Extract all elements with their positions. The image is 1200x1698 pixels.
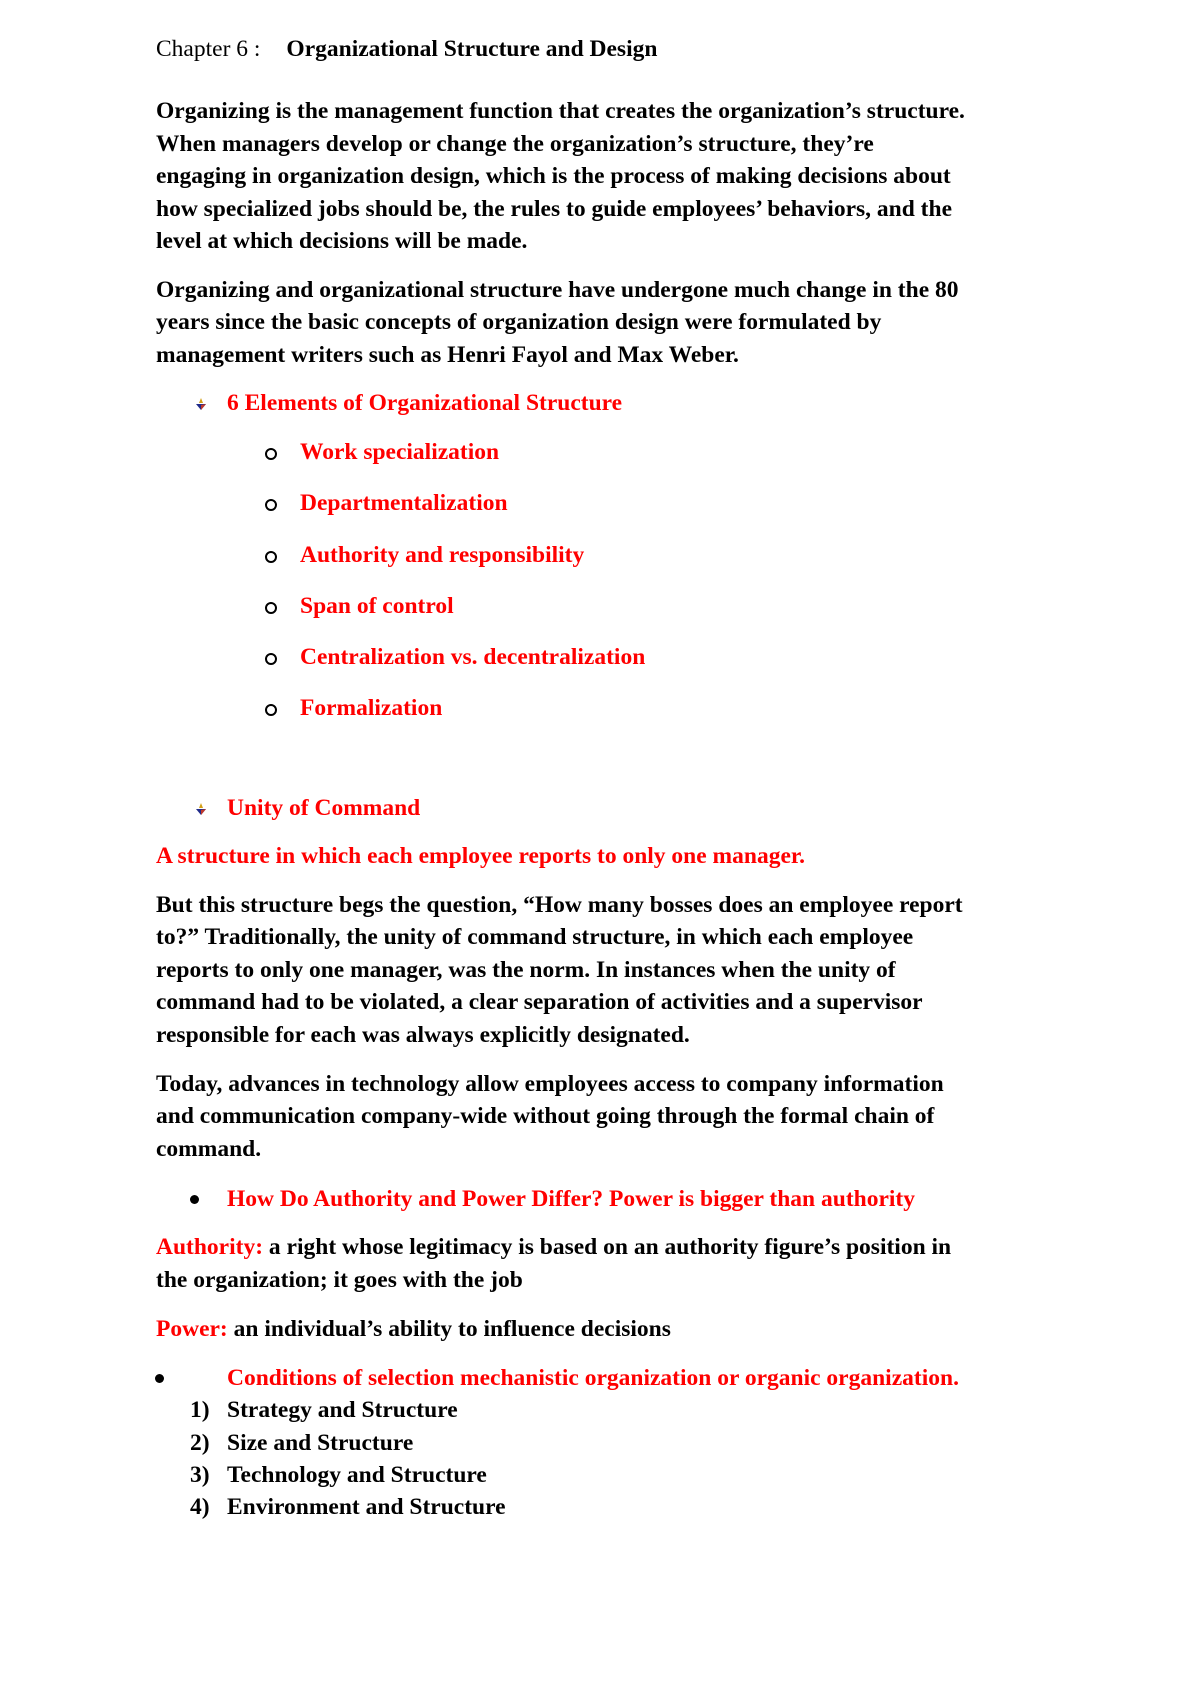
- paragraph-line: command had to be violated, a clear separation of activities and a supervisor: [156, 989, 923, 1015]
- paragraph-line: to?” Traditionally, the unity of command structure, in which each employee: [156, 924, 914, 950]
- power-heading: How Do Authority and Power Differ? Power is bigger than authority: [227, 1186, 915, 1212]
- authority-label: Authority:: [156, 1234, 264, 1260]
- item-text: Environment and Structure: [227, 1494, 506, 1520]
- paragraph-line: Organizing is the management function that creates the organization’s structure.: [156, 98, 965, 124]
- item-number: 1): [190, 1397, 210, 1423]
- list-item: Authority and responsibility: [300, 542, 585, 568]
- authority-text: a right whose legitimacy is based on an authority figure’s position in: [263, 1234, 952, 1260]
- item-text: Size and Structure: [227, 1430, 414, 1456]
- arrow-bullet-icon: [193, 396, 209, 412]
- circle-bullet-icon: [265, 704, 277, 716]
- unity-definition: A structure in which each employee reports to only one manager.: [156, 843, 806, 869]
- item-number: 4): [190, 1494, 210, 1520]
- power-definition: [156, 1314, 671, 1344]
- disc-bullet-icon: [155, 1374, 164, 1383]
- paragraph-line: When managers develop or change the organization’s structure, they’re: [156, 131, 874, 157]
- paragraph-line: But this structure begs the question, “How many bosses does an employee report: [156, 892, 963, 918]
- list-item: Span of control: [300, 593, 454, 619]
- chapter-number: Chapter 6 :: [156, 36, 261, 62]
- list-item: Work specialization: [300, 439, 500, 465]
- list-item: Departmentalization: [300, 490, 508, 516]
- arrow-bullet-icon: [193, 801, 209, 817]
- power-label: Power:: [156, 1316, 228, 1342]
- numbered-item: [190, 1492, 506, 1522]
- paragraph-line: reports to only one manager, was the norm. In instances when the unity of: [156, 957, 896, 983]
- paragraph-line: level at which decisions will be made.: [156, 228, 528, 254]
- power-text: an individual’s ability to influence decisions: [227, 1316, 671, 1342]
- paragraph-line: command.: [156, 1136, 262, 1162]
- numbered-item: [190, 1460, 487, 1490]
- circle-bullet-icon: [265, 602, 277, 614]
- paragraph-line: management writers such as Henri Fayol and Max Weber.: [156, 342, 739, 368]
- item-number: 2): [190, 1430, 210, 1456]
- paragraph-line: years since the basic concepts of organization design were formulated by: [156, 309, 882, 335]
- circle-bullet-icon: [265, 499, 277, 511]
- paragraph-line: how specialized jobs should be, the rules to guide employees’ behaviors, and the: [156, 196, 952, 222]
- list-item: Centralization vs. decentralization: [300, 644, 646, 670]
- numbered-item: [190, 1428, 414, 1458]
- unity-heading: Unity of Command: [227, 795, 421, 821]
- paragraph-line: the organization; it goes with the job: [156, 1267, 523, 1293]
- circle-bullet-icon: [265, 551, 277, 563]
- item-number: 3): [190, 1462, 210, 1488]
- authority-definition: [156, 1232, 951, 1262]
- paragraph-line: engaging in organization design, which is the process of making decisions about: [156, 163, 951, 189]
- circle-bullet-icon: [265, 448, 277, 460]
- disc-bullet-icon: [190, 1195, 199, 1204]
- paragraph-line: responsible for each was always explicitly designated.: [156, 1022, 690, 1048]
- chapter-title: Organizational Structure and Design: [286, 36, 658, 62]
- paragraph-line: and communication company-wide without going through the formal chain of: [156, 1103, 935, 1129]
- numbered-item: [190, 1395, 458, 1425]
- elements-heading: 6 Elements of Organizational Structure: [227, 390, 623, 416]
- conditions-heading: Conditions of selection mechanistic organization or organic organization.: [227, 1365, 959, 1391]
- chapter-heading: [156, 36, 657, 63]
- item-text: Technology and Structure: [227, 1462, 487, 1488]
- paragraph-line: Organizing and organizational structure have undergone much change in the 80: [156, 277, 959, 303]
- item-text: Strategy and Structure: [227, 1397, 458, 1423]
- list-item: Formalization: [300, 695, 443, 721]
- circle-bullet-icon: [265, 653, 277, 665]
- paragraph-line: Today, advances in technology allow employees access to company information: [156, 1071, 944, 1097]
